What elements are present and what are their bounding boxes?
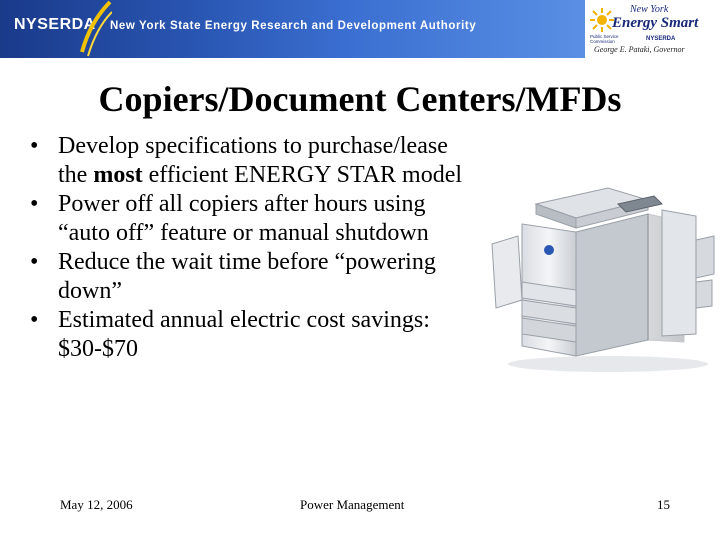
logo-psc-text: Public Service Commission bbox=[590, 34, 619, 44]
bullet-text-post: efficient ENERGY STAR model bbox=[142, 162, 463, 188]
logo-energy-smart: Energy Smart bbox=[612, 15, 699, 31]
logo-governor: George E. Pataki, Governor bbox=[594, 45, 685, 54]
copier-icon bbox=[478, 170, 716, 380]
logo-nyserda: NYSERDA bbox=[646, 36, 676, 42]
header-banner bbox=[0, 0, 585, 58]
bullet-text: Power off all copiers after hours using “auto off” feature or manual shutdown bbox=[58, 191, 429, 246]
footer-date: May 12, 2006 bbox=[60, 497, 133, 512]
page-number: 15 bbox=[657, 497, 670, 512]
bullet-item bbox=[30, 306, 470, 364]
bullet-item bbox=[30, 248, 470, 306]
bullet-dot: • bbox=[30, 133, 39, 159]
energy-smart-logo bbox=[588, 4, 716, 56]
logo-new-york: New York bbox=[630, 4, 669, 15]
swoosh-icon bbox=[78, 0, 112, 58]
bullet-text-bold: most bbox=[93, 162, 143, 188]
sun-icon bbox=[590, 8, 614, 32]
bullet-text-pre: Develop specifications to purchase/lease the bbox=[58, 133, 448, 188]
org-full-name: New York State Energy Research and Development Authority bbox=[110, 20, 477, 32]
bullet-item bbox=[30, 132, 470, 190]
bullet-text: Reduce the wait time before “powering down” bbox=[58, 249, 436, 304]
slide-title: Copiers/Document Centers/MFDs bbox=[98, 79, 622, 119]
bullet-dot: • bbox=[30, 249, 39, 275]
bullet-item bbox=[30, 190, 470, 248]
bullet-dot: • bbox=[30, 307, 39, 333]
bullet-text: Estimated annual electric cost savings: $30-$70 bbox=[58, 307, 430, 362]
bullet-dot: • bbox=[30, 191, 39, 217]
footer-title: Power Management bbox=[300, 497, 405, 512]
org-abbreviation: NYSERDA bbox=[14, 16, 96, 33]
bullet-list bbox=[30, 132, 470, 364]
